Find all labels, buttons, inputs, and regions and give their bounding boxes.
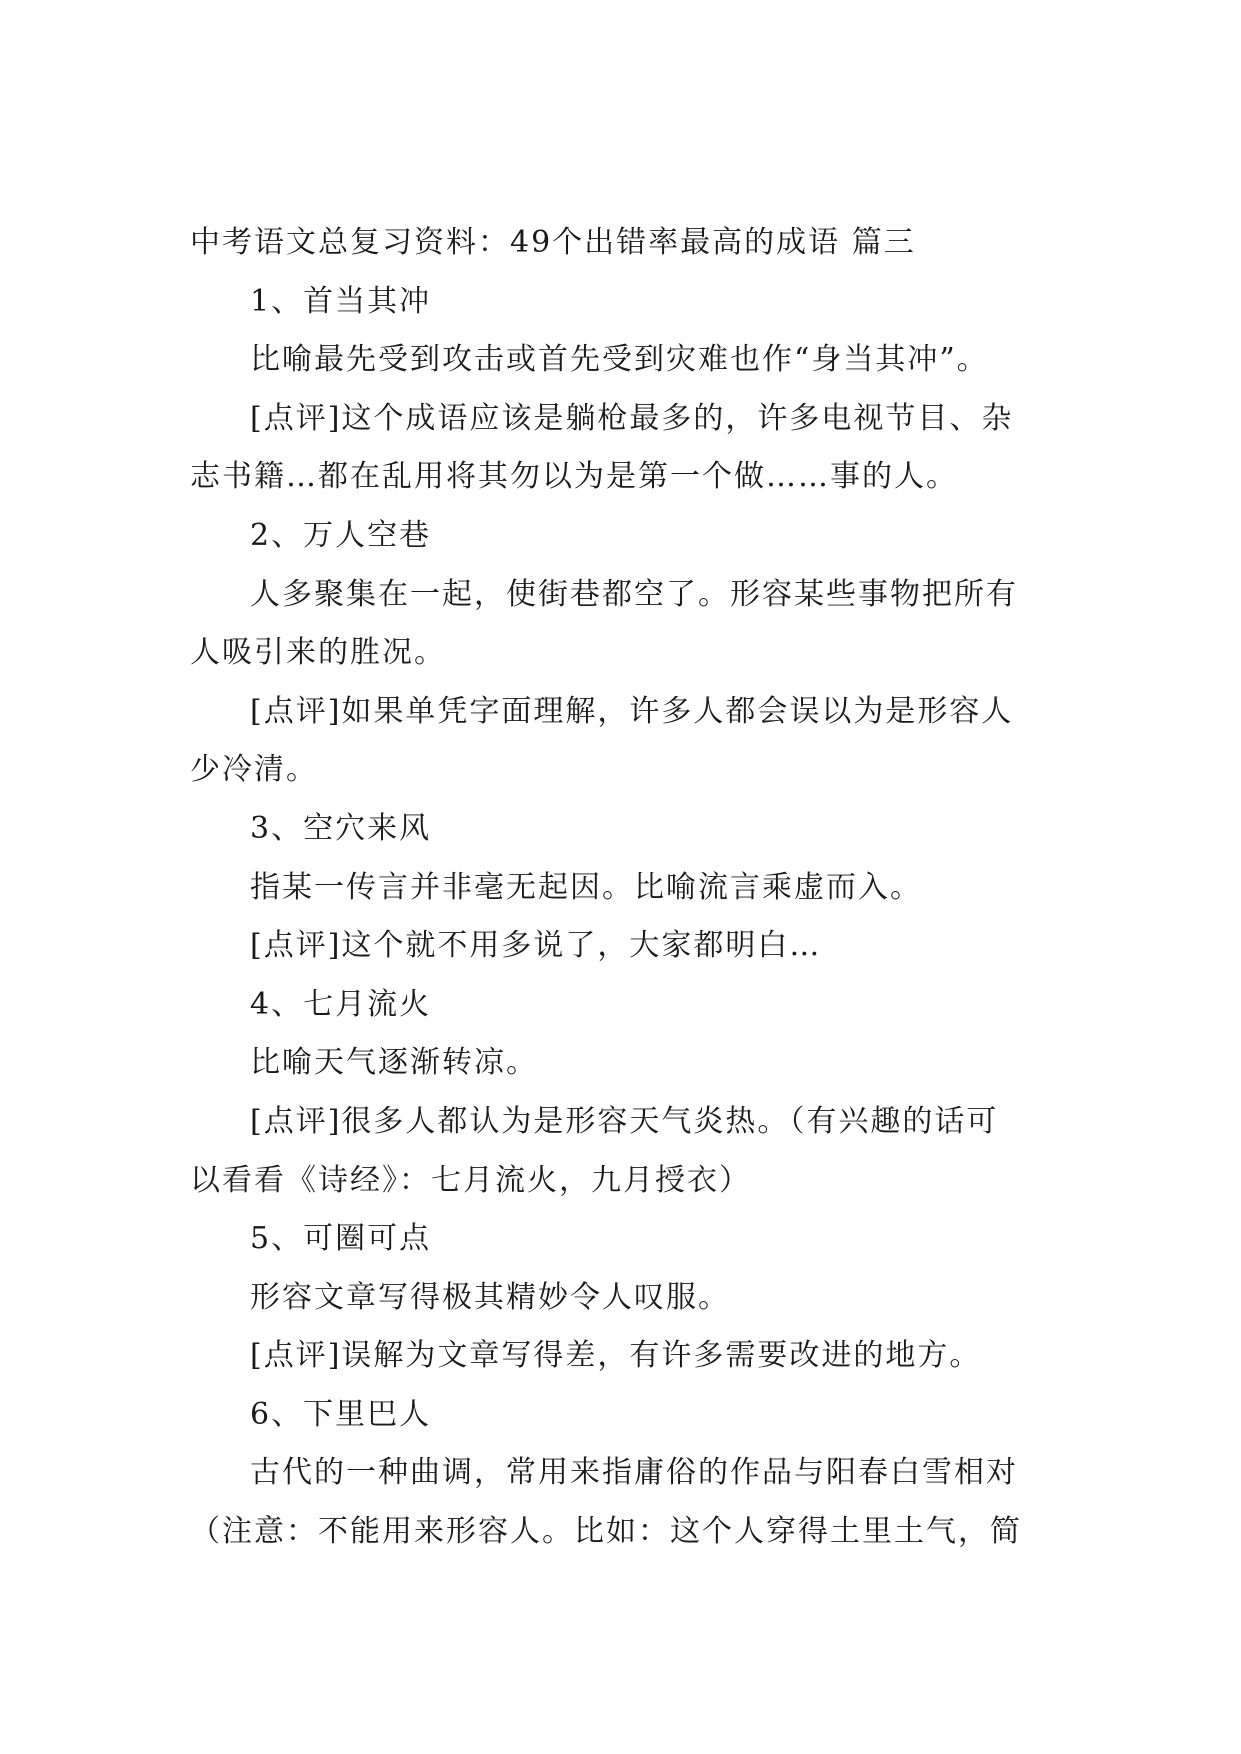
entry-4-meaning: 比喻天气逐渐转凉。 [250, 1045, 538, 1081]
entry-2-meaning-cont: 人吸引来的胜况。 [190, 635, 446, 671]
entry-4-comment: [点评]很多人都认为是形容天气炎热。（有兴趣的话可 [250, 1103, 999, 1139]
entry-3-meaning: 指某一传言并非毫无起因。比喻流言乘虚而入。 [250, 869, 922, 905]
entry-1-meaning: 比喻最先受到攻击或首先受到灾难也作“身当其冲”。 [250, 342, 989, 378]
entry-6-meaning-cont: （注意：不能用来形容人。比如：这个人穿得土里土气，简 [190, 1514, 1022, 1550]
document-title: 中考语文总复习资料：49个出错率最高的成语 篇三 [190, 225, 916, 260]
entry-1-heading: 1、首当其冲 [250, 283, 432, 319]
document-body [190, 214, 1050, 1562]
entry-2-heading: 2、万人空巷 [250, 517, 432, 553]
entry-6-meaning: 古代的一种曲调，常用来指庸俗的作品与阳春白雪相对 [250, 1455, 1018, 1491]
entry-4-heading: 4、七月流火 [250, 986, 432, 1022]
entry-4-comment-cont: 以看看《诗经》：七月流火，九月授衣） [190, 1162, 751, 1198]
entry-3-heading: 3、空穴来风 [250, 810, 432, 846]
entry-1-comment: [点评]这个成语应该是躺枪最多的，许多电视节目、杂 [250, 400, 1014, 436]
entry-2-comment-cont: 少冷清。 [190, 752, 318, 788]
entry-3-comment: [点评]这个就不用多说了，大家都明白… [250, 928, 822, 964]
entry-5-heading: 5、可圈可点 [250, 1221, 432, 1257]
entry-6-heading: 6、下里巴人 [250, 1396, 432, 1432]
entry-1-comment-cont: 志书籍…都在乱用将其勿以为是第一个做……事的人。 [190, 459, 958, 495]
entry-5-comment: [点评]误解为文章写得差，有许多需要改进的地方。 [250, 1338, 982, 1374]
entry-5-meaning: 形容文章写得极其精妙令人叹服。 [250, 1279, 730, 1315]
entry-2-comment: [点评]如果单凭字面理解，许多人都会误以为是形容人 [250, 693, 1014, 729]
entry-2-meaning: 人多聚集在一起，使街巷都空了。形容某些事物把所有 [250, 576, 1018, 612]
